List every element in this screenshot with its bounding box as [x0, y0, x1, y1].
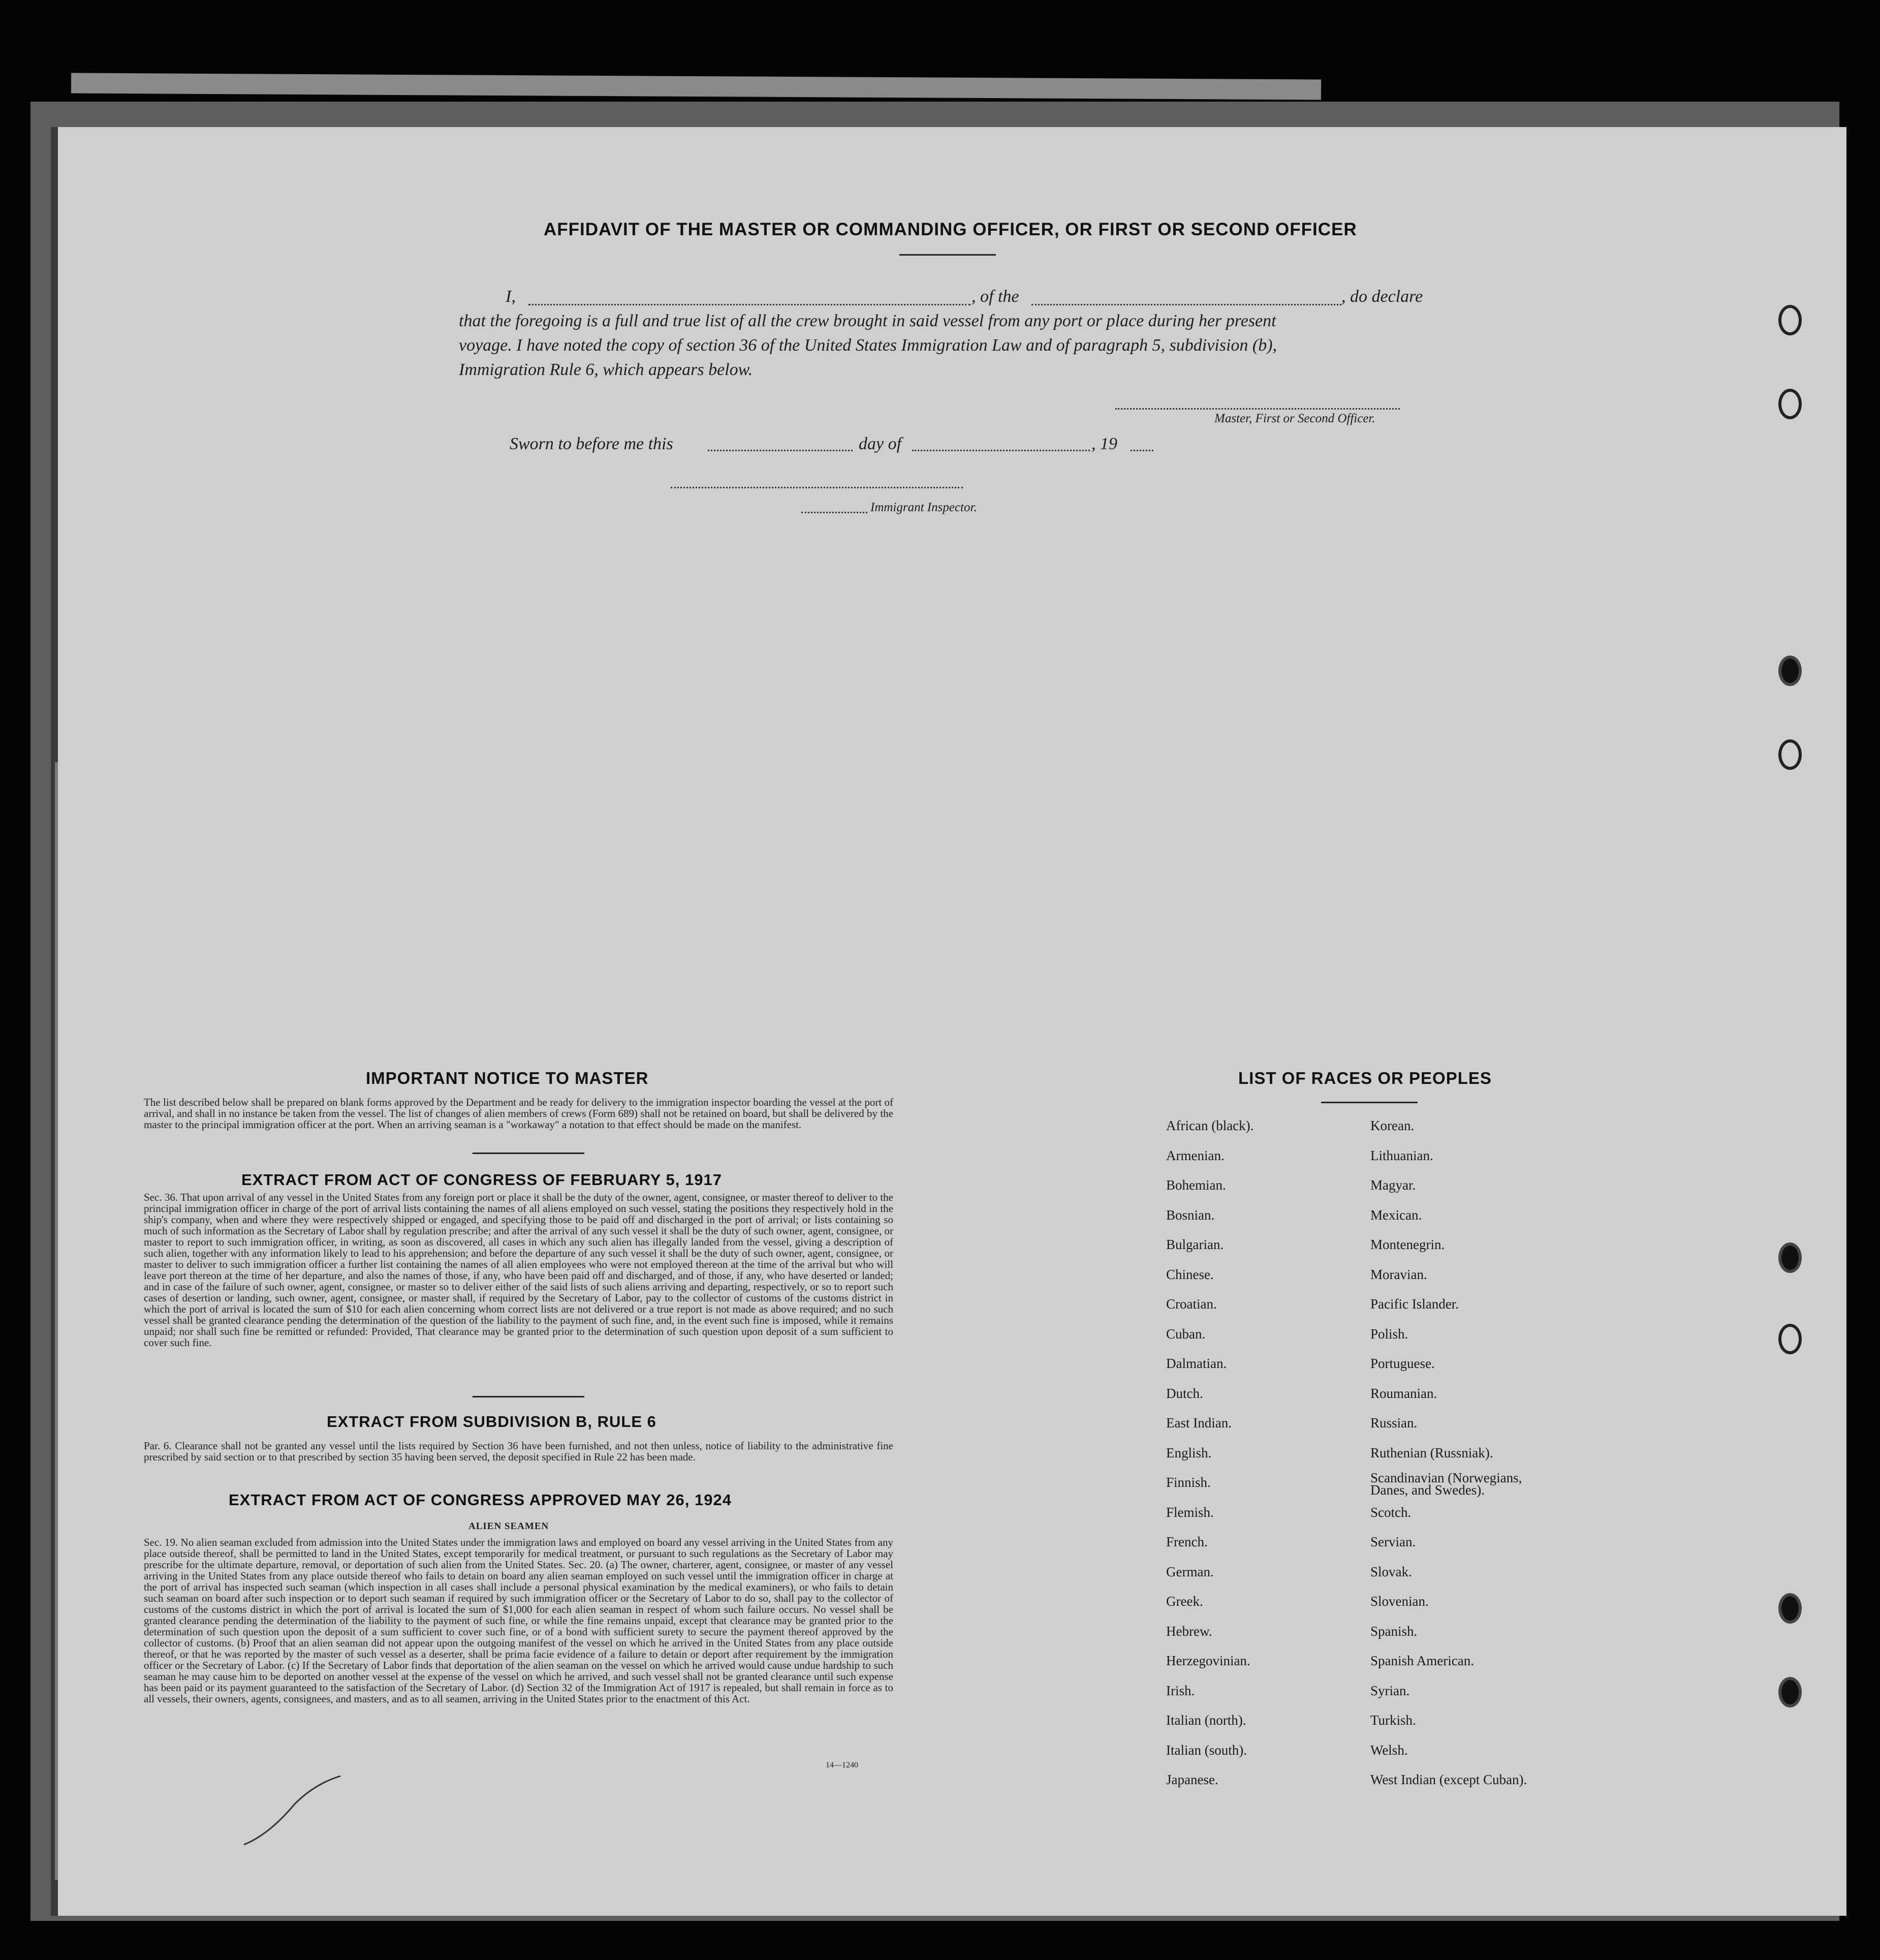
race-item: Pacific Islander. — [1370, 1296, 1459, 1312]
race-item: Polish. — [1370, 1326, 1408, 1342]
extract-1917-text: Sec. 36. That upon arrival of any vessel in the United States from any foreign port or place it shall be the duty of the owner, agent, consignee, or master thereof to deliver to the principal immigration officer in charge of the port of arrival lists containing the names of all aliens employed on such vessel, stating the positions they respectively hold in the ship's company, when and where they were respectively shipped or engaged, and specifying those to be paid off and discharged in the port of arrival; or lists containing so much of such information as the Secretary of Labor shall by regulation prescribe; and after the arrival of any such vessel it shall be the duty of such owner, agent, consignee, or master to report to such immigration officer, in writing, as soon as discovered, all cases in which any such alien has illegally landed from the vessel, giving a description of such alien, together with any information likely to lead to his apprehension; and before the departure of any such vessel it shall be the duty of such owner, agent, consignee, or master to deliver to such immigration officer a further list containing the names of all alien employees who were not employed thereon at the time of the arrival but who will leave port thereon at the time of her departure, and also the names of those, if any, who have been paid off and discharged, and of those, if any, who have deserted or landed; and in case of the failure of such owner, agent, consignee, or master so to deliver either of the said lists of such aliens arriving and departing, respectively, or so to report such cases of desertion or landing, such owner, agent, consignee, or master shall, if required by the Secretary of Labor, pay to the collector of customs of the customs district in which the port of arrival is located the sum of $10 for each alien concerning whom correct lists are not delivered or a true report is not made as above required; and no such vessel shall be granted clearance pending the determination of the question of the liability to the payment of such fine, and, in the event such fine is imposed, while it remains unpaid; nor shall such fine be remitted or refunded: Provided, That clearance may be granted prior to the determination of such question upon deposit of a sum sufficient to cover such fine. — [144, 1191, 893, 1349]
race-item: Korean. — [1370, 1118, 1415, 1133]
race-item: West Indian (except Cuban). — [1370, 1772, 1527, 1787]
race-item: French. — [1166, 1534, 1208, 1549]
race-item: Ruthenian (Russniak). — [1370, 1445, 1493, 1460]
affidavit-line-4: Immigration Rule 6, which appears below. — [459, 360, 753, 379]
race-item: Portuguese. — [1370, 1356, 1435, 1371]
extract-1924-text: Sec. 19. No alien seaman excluded from admission into the United States under the immigration laws and employed on board any vessel arriving in the United States from any place outside thereof, shall be permitted to land in the United States, except temporarily for medical treatment, or pursuant to such regulations as the Secretary of Labor may prescribe for the ultimate departure, removal, or deportation of such alien from the United States. Sec. 20. (a) The owner, charterer, agent, consignee, or master of any vessel arriving in the United States from any place outside thereof who fails to detain on board any alien seaman employed on such vessel until the immigration officer in charge at the port of arrival has inspected such seaman (which inspection in all cases shall include a personal physical examination by the medical examiners), or who fails to detain such seaman on board after such inspection or to deport such seaman if required by such immigration officer or the Secretary of Labor to do so, shall pay to the collector of customs of the customs district in which the port of arrival is located the sum of $1,000 for each alien seaman in respect of whom such failure occurs. No vessel shall be granted clearance pending the determination of the liability to the payment of such fine, or while the fine remains unpaid, except that clearance may be granted prior to the determination of such question upon the deposit of a sum sufficient to cover such fine, or of a bond with sufficient surety to secure the payment thereof approved by the collector of customs. (b) Proof that an alien seaman did not appear upon the outgoing manifest of the vessel on which he arrived in the United States from any place outside thereof, or that he was reported by the master of such vessel as a deserter, shall be prima facie evidence of a failure to detain or deport after requirement by the immigration officer or the Secretary of Labor. (c) If the Secretary of Labor finds that deportation of the alien seaman on the vessel on which he arrived would cause undue hardship to such seaman he may cause him to be deported on another vessel at the expense of the vessel on which he arrived, and such vessel shall not be granted clearance until such expense has been paid or its payment guaranteed to the satisfaction of the Secretary of Labor. (d) Section 32 of the Immigration Act of 1917 is repealed, but shall remain in force as to all vessels, their owners, agents, consignees, and masters, and as to all seamen, arriving in the United States prior to the enactment of this Act. — [144, 1536, 893, 1705]
race-item: Scotch. — [1370, 1504, 1412, 1520]
race-item: Moravian. — [1370, 1266, 1427, 1282]
race-item: Russian. — [1370, 1415, 1418, 1430]
vessel-field[interactable] — [1031, 304, 1341, 305]
race-item: Slovak. — [1370, 1564, 1412, 1579]
race-item: Lithuanian. — [1370, 1147, 1433, 1163]
binder-hole-icon — [1778, 1593, 1802, 1624]
name-field[interactable] — [528, 304, 970, 305]
rule6-text: Par. 6. Clearance shall not be granted any vessel until the lists required by Section 36 have been furnished, and not then unless, notice of liability to the administrative fine prescribed by said section or to that prescribed by section 35 having been served, the deposit specified in Rule 22 has been made. — [144, 1440, 893, 1463]
race-item: African (black). — [1166, 1118, 1254, 1133]
affidavit-line-3: voyage. I have noted the copy of section 36 of the United States Immigration Law and of paragraph 5, subdivision (b), — [459, 336, 1277, 355]
race-item: Spanish American. — [1370, 1653, 1474, 1668]
race-item: Finnish. — [1166, 1475, 1211, 1490]
binder-hole-icon — [1778, 1677, 1802, 1707]
race-item: Croatian. — [1166, 1296, 1217, 1312]
race-item: Dutch. — [1166, 1385, 1203, 1401]
sworn-year-field[interactable] — [1131, 450, 1153, 451]
day-of-label: day of — [859, 434, 902, 453]
race-item: Spanish. — [1370, 1623, 1418, 1639]
race-item: Turkish. — [1370, 1713, 1416, 1728]
race-item: Italian (north). — [1166, 1713, 1246, 1728]
affidavit-declare-label: , do declare — [1341, 287, 1423, 306]
form-number: 14—1240 — [826, 1761, 858, 1769]
race-item: Irish. — [1166, 1683, 1195, 1698]
sworn-label: Sworn to before me this — [510, 434, 673, 453]
inspector-signature-field[interactable] — [671, 487, 963, 488]
race-item: East Indian. — [1166, 1415, 1232, 1430]
race-item: Slovenian. — [1370, 1594, 1429, 1609]
races-title: LIST OF RACES OR PEOPLES — [1238, 1069, 1492, 1087]
race-item: Scandinavian (Norwegians, Danes, and Swedes). — [1370, 1470, 1522, 1498]
race-item: Japanese. — [1166, 1772, 1218, 1787]
rule6-title: EXTRACT FROM SUBDIVISION B, RULE 6 — [327, 1413, 656, 1430]
affidavit-of-label: , of the — [972, 287, 1019, 306]
signature-caption: Master, First or Second Officer. — [1214, 412, 1375, 425]
race-item: Magyar. — [1370, 1177, 1416, 1193]
race-item: German. — [1166, 1564, 1214, 1579]
page-edge-shadow — [55, 762, 58, 1880]
section-divider — [473, 1396, 584, 1397]
extract-1917-title: EXTRACT FROM ACT OF CONGRESS OF FEBRUARY 5, 1917 — [241, 1171, 722, 1189]
back-sheet-edge — [71, 73, 1321, 100]
binder-hole-icon — [1778, 305, 1802, 335]
inspector-name-field[interactable] — [801, 512, 867, 513]
binder-hole-icon — [1778, 1242, 1802, 1273]
race-item: Flemish. — [1166, 1504, 1214, 1520]
officer-signature-field[interactable] — [1115, 408, 1400, 410]
race-item: Armenian. — [1166, 1147, 1225, 1163]
title-rule — [899, 254, 996, 256]
race-item: Servian. — [1370, 1534, 1416, 1549]
race-item: Bosnian. — [1166, 1207, 1215, 1223]
race-item: Greek. — [1166, 1594, 1203, 1609]
extract-1924-title: EXTRACT FROM ACT OF CONGRESS APPROVED MAY 26, 1924 — [229, 1491, 732, 1509]
race-item: Dalmatian. — [1166, 1356, 1227, 1371]
race-item: Hebrew. — [1166, 1623, 1212, 1639]
race-item: Chinese. — [1166, 1266, 1214, 1282]
binder-hole-icon — [1778, 1324, 1802, 1354]
affidavit-line-2: that the foregoing is a full and true list of all the crew brought in said vessel from any port or place during her present — [459, 312, 1276, 330]
sworn-day-field[interactable] — [708, 450, 853, 451]
alien-seamen-subtitle: ALIEN SEAMEN — [468, 1521, 549, 1532]
affidavit-i-label: I, — [506, 287, 516, 306]
race-item: Bohemian. — [1166, 1177, 1226, 1193]
race-item: Bulgarian. — [1166, 1237, 1224, 1252]
binder-hole-icon — [1778, 389, 1802, 419]
race-item: Roumanian. — [1370, 1385, 1437, 1401]
race-item: English. — [1166, 1445, 1212, 1460]
races-title-rule — [1321, 1102, 1418, 1103]
affidavit-title: AFFIDAVIT OF THE MASTER OR COMMANDING OFFICER, OR FIRST OR SECOND OFFICER — [544, 220, 1357, 239]
year-prefix: , 19 — [1091, 434, 1117, 453]
race-item: Cuban. — [1166, 1326, 1206, 1342]
race-item: Herzegovinian. — [1166, 1653, 1250, 1668]
race-item: Italian (south). — [1166, 1742, 1247, 1758]
pencil-scribble — [239, 1774, 351, 1850]
race-item: Mexican. — [1370, 1207, 1422, 1223]
notice-title: IMPORTANT NOTICE TO MASTER — [366, 1069, 649, 1087]
section-divider — [473, 1153, 584, 1154]
inspector-caption: Immigrant Inspector. — [870, 501, 977, 514]
race-item: Welsh. — [1370, 1742, 1408, 1758]
binder-hole-icon — [1778, 739, 1802, 770]
race-item: Montenegrin. — [1370, 1237, 1445, 1252]
binder-hole-icon — [1778, 656, 1802, 686]
race-item: Syrian. — [1370, 1683, 1410, 1698]
sworn-month-field[interactable] — [912, 450, 1090, 451]
notice-text: The list described below shall be prepared on blank forms approved by the Department and be ready for delivery to the immigration inspector boarding the vessel at the port of arrival, and shall in no instance be taken from the vessel. The list of changes of alien members of crews (Form 689) shall not be retained on board, but shall be delivered by the master to the principal immigration officer at the port. When an arriving seaman is a "workaway" a notation to that effect should be made on the manifest. — [144, 1096, 893, 1131]
